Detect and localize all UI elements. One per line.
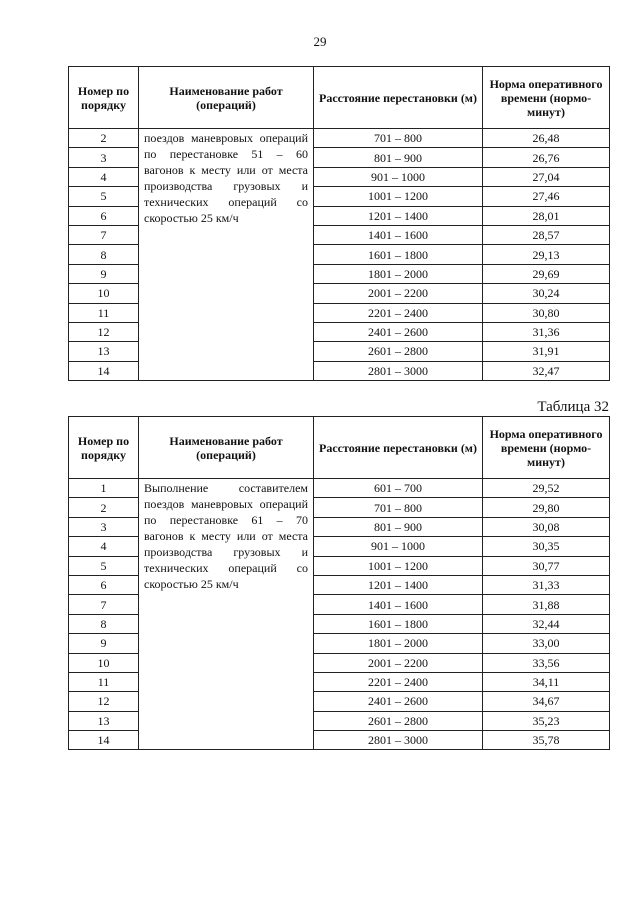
- row-number-cell: 11: [69, 303, 139, 322]
- row-number-cell: 14: [69, 361, 139, 380]
- norm-value-cell: 28,57: [483, 225, 610, 244]
- norm-value-cell: 27,46: [483, 187, 610, 206]
- row-number-cell: 7: [69, 225, 139, 244]
- distance-cell: 1401 – 1600: [314, 595, 483, 614]
- norm-value-cell: 34,67: [483, 692, 610, 711]
- row-number-cell: 8: [69, 245, 139, 264]
- norm-value-cell: 35,23: [483, 711, 610, 730]
- row-number-cell: 2: [69, 498, 139, 517]
- distance-cell: 1801 – 2000: [314, 634, 483, 653]
- norm-value-cell: 33,00: [483, 634, 610, 653]
- row-number-cell: 13: [69, 711, 139, 730]
- distance-cell: 2801 – 3000: [314, 731, 483, 750]
- norm-value-cell: 27,04: [483, 167, 610, 186]
- row-number-cell: 1: [69, 479, 139, 498]
- distance-cell: 901 – 1000: [314, 537, 483, 556]
- norm-value-cell: 26,48: [483, 129, 610, 148]
- row-number-cell: 4: [69, 537, 139, 556]
- distance-cell: 1601 – 1800: [314, 245, 483, 264]
- header-number: Номер по порядку: [69, 417, 139, 479]
- norm-value-cell: 30,24: [483, 284, 610, 303]
- norm-value-cell: 30,35: [483, 537, 610, 556]
- distance-cell: 1001 – 1200: [314, 187, 483, 206]
- norm-value-cell: 28,01: [483, 206, 610, 225]
- row-number-cell: 9: [69, 634, 139, 653]
- row-number-cell: 12: [69, 692, 139, 711]
- header-norm: Норма оперативного времени (нормо-минут): [483, 67, 610, 129]
- row-number-cell: 14: [69, 731, 139, 750]
- norm-value-cell: 32,47: [483, 361, 610, 380]
- distance-cell: 2401 – 2600: [314, 322, 483, 341]
- page-number: 29: [313, 34, 327, 49]
- distance-cell: 2801 – 3000: [314, 361, 483, 380]
- row-number-cell: 6: [69, 575, 139, 594]
- norm-value-cell: 29,13: [483, 245, 610, 264]
- norm-value-cell: 30,80: [483, 303, 610, 322]
- distance-cell: 1201 – 1400: [314, 206, 483, 225]
- distance-cell: 1201 – 1400: [314, 575, 483, 594]
- distance-cell: 901 – 1000: [314, 167, 483, 186]
- distance-cell: 2401 – 2600: [314, 692, 483, 711]
- norm-table-1: [68, 66, 610, 381]
- distance-cell: 1801 – 2000: [314, 264, 483, 283]
- work-description-cell: [139, 129, 314, 381]
- header-number: Номер по порядку: [69, 67, 139, 129]
- row-number-cell: 2: [69, 129, 139, 148]
- norm-value-cell: 30,08: [483, 517, 610, 536]
- distance-cell: 2201 – 2400: [314, 672, 483, 691]
- distance-cell: 601 – 700: [314, 479, 483, 498]
- norm-value-cell: 29,52: [483, 479, 610, 498]
- row-number-cell: 9: [69, 264, 139, 283]
- work-description-text: поездов маневровых операций по перестановке 51 – 60 вагонов к месту или от места производства грузовых и технических операций со скоростью 25 км/ч: [144, 131, 308, 225]
- header-distance: Расстояние перестановки (м): [314, 417, 483, 479]
- distance-cell: 1001 – 1200: [314, 556, 483, 575]
- row-number-cell: 5: [69, 556, 139, 575]
- norm-value-cell: 29,69: [483, 264, 610, 283]
- norm-value-cell: 33,56: [483, 653, 610, 672]
- table-caption: Таблица 32: [537, 399, 609, 415]
- header-name: Наименование работ (операций): [139, 417, 314, 479]
- distance-cell: 1401 – 1600: [314, 225, 483, 244]
- distance-cell: 2001 – 2200: [314, 653, 483, 672]
- row-number-cell: 6: [69, 206, 139, 225]
- row-number-cell: 3: [69, 517, 139, 536]
- distance-cell: 2201 – 2400: [314, 303, 483, 322]
- work-description-cell: [139, 479, 314, 750]
- table-row: [69, 479, 610, 498]
- distance-cell: 2601 – 2800: [314, 342, 483, 361]
- norm-value-cell: 35,78: [483, 731, 610, 750]
- distance-cell: 2601 – 2800: [314, 711, 483, 730]
- distance-cell: 701 – 800: [314, 129, 483, 148]
- norm-value-cell: 30,77: [483, 556, 610, 575]
- distance-cell: 1601 – 1800: [314, 614, 483, 633]
- header-name: Наименование работ (операций): [139, 67, 314, 129]
- table-row: [69, 129, 610, 148]
- work-description-text: Выполнение составителем поездов маневровых операций по перестановке 61 – 70 вагонов к месту или от места производства грузовых и технических операций со скоростью 25 км/ч: [144, 481, 308, 591]
- norm-value-cell: 31,33: [483, 575, 610, 594]
- row-number-cell: 12: [69, 322, 139, 341]
- row-number-cell: 5: [69, 187, 139, 206]
- row-number-cell: 4: [69, 167, 139, 186]
- row-number-cell: 10: [69, 284, 139, 303]
- norm-value-cell: 31,88: [483, 595, 610, 614]
- row-number-cell: 7: [69, 595, 139, 614]
- norm-value-cell: 29,80: [483, 498, 610, 517]
- row-number-cell: 3: [69, 148, 139, 167]
- norm-value-cell: 26,76: [483, 148, 610, 167]
- header-distance: Расстояние перестановки (м): [314, 67, 483, 129]
- distance-cell: 801 – 900: [314, 517, 483, 536]
- norm-table-2: [68, 416, 610, 750]
- table-header-row: [69, 67, 610, 129]
- distance-cell: 2001 – 2200: [314, 284, 483, 303]
- header-norm: Норма оперативного времени (нормо-минут): [483, 417, 610, 479]
- distance-cell: 701 – 800: [314, 498, 483, 517]
- row-number-cell: 8: [69, 614, 139, 633]
- table-header-row: [69, 417, 610, 479]
- norm-value-cell: 31,36: [483, 322, 610, 341]
- row-number-cell: 11: [69, 672, 139, 691]
- row-number-cell: 10: [69, 653, 139, 672]
- norm-value-cell: 32,44: [483, 614, 610, 633]
- distance-cell: 801 – 900: [314, 148, 483, 167]
- norm-value-cell: 31,91: [483, 342, 610, 361]
- row-number-cell: 13: [69, 342, 139, 361]
- norm-value-cell: 34,11: [483, 672, 610, 691]
